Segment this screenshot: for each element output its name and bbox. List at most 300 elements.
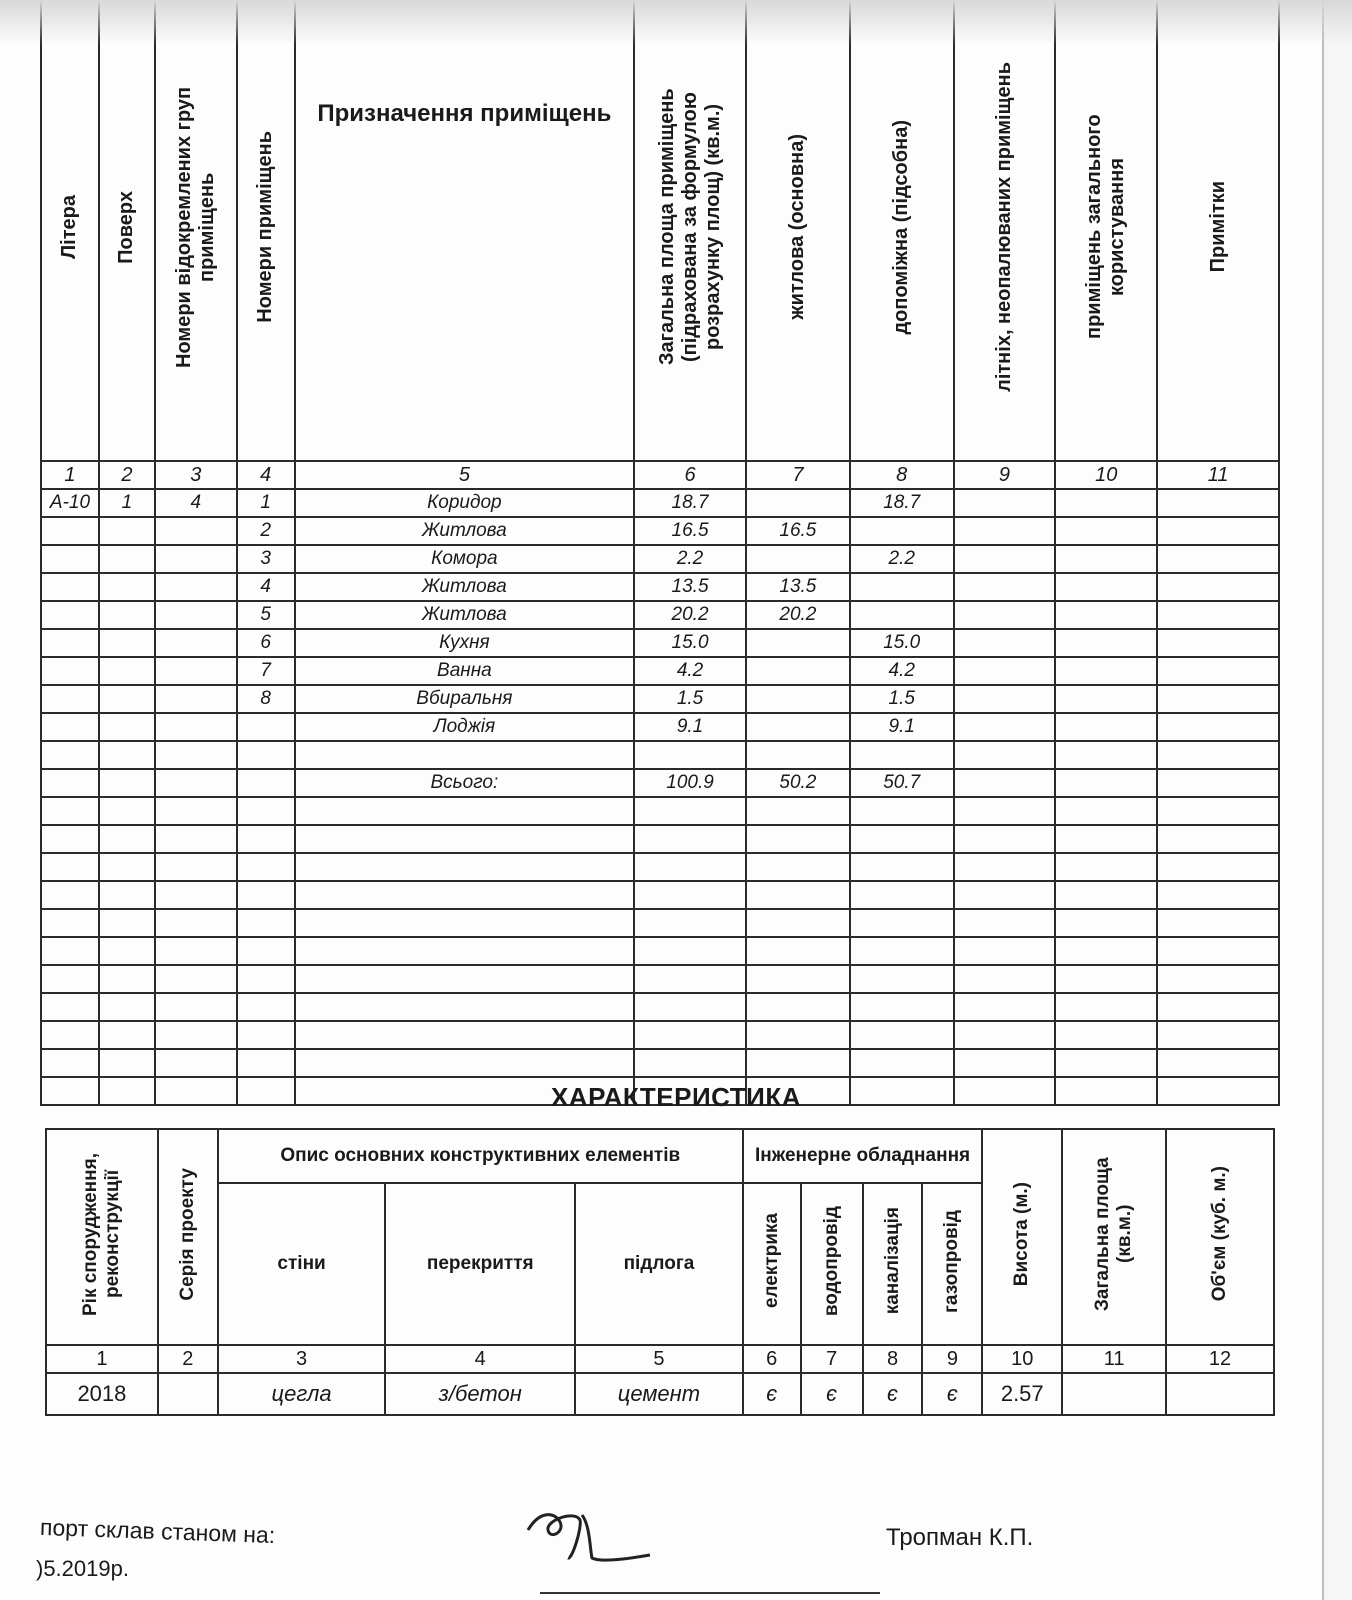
empty-cell [850,937,954,965]
cell-purpose: Коридор [295,489,634,517]
empty-cell [850,853,954,881]
cell-purpose: Лоджія [295,713,634,741]
empty-cell [1055,825,1157,853]
cell-summer [954,713,1056,741]
empty-cell [746,881,850,909]
header-floor: Поверх [99,0,155,461]
cell-auxiliary [850,601,954,629]
empty-row [41,937,1279,965]
column-number: 6 [634,461,746,489]
empty-cell [954,853,1056,881]
cell-group [155,517,237,545]
empty-cell [41,909,99,937]
cell-summer [954,657,1056,685]
cell-total: 20.2 [634,601,746,629]
empty-cell [1157,881,1279,909]
empty-cell [634,965,746,993]
header-ceilings: перекриття [385,1183,575,1345]
signer-name: Тропман К.П. [886,1524,1034,1551]
value-volume [1166,1373,1274,1415]
cell-group [155,713,237,741]
empty-cell [295,937,634,965]
empty-cell [295,1049,634,1077]
char-column-number: 10 [982,1345,1062,1373]
characteristics-title: ХАРАКТЕРИСТИКА [550,1082,802,1112]
cell-litera [41,573,99,601]
header-auxiliary: допоміжна (підсобна) [850,0,954,461]
empty-cell [954,825,1056,853]
cell-purpose: Житлова [295,573,634,601]
empty-cell [850,881,954,909]
cell-auxiliary: 18.7 [850,489,954,517]
header-electricity: електрика [743,1183,801,1345]
cell-living [746,545,850,573]
cell-summer [954,573,1056,601]
empty-cell [99,853,155,881]
empty-cell [1055,797,1157,825]
cell-total [634,741,746,769]
cell-common [1055,657,1157,685]
header-walls: стіни [218,1183,386,1345]
empty-cell [850,993,954,1021]
cell-room: 6 [237,629,295,657]
empty-cell [237,993,295,1021]
column-number: 9 [954,461,1056,489]
cell-total: 2.2 [634,545,746,573]
cell-group [155,741,237,769]
cell-common [1055,601,1157,629]
empty-cell [1055,881,1157,909]
cell-common [1055,685,1157,713]
value-year: 2018 [46,1373,158,1415]
empty-cell [954,937,1056,965]
cell-room: 5 [237,601,295,629]
empty-cell [850,1021,954,1049]
cell-summer [954,517,1056,545]
char-column-number: 6 [743,1345,801,1373]
empty-cell [954,1049,1056,1077]
cell-litera: А-10 [41,489,99,517]
cell-common [1055,489,1157,517]
cell-floor [99,769,155,797]
table-row [41,517,1279,545]
char-column-number: 11 [1062,1345,1166,1373]
empty-cell [634,1049,746,1077]
char-column-number: 5 [575,1345,743,1373]
empty-cell [1055,1049,1157,1077]
char-column-number: 3 [218,1345,386,1373]
value-ceilings: з/бетон [385,1373,575,1415]
cell-auxiliary [850,517,954,545]
empty-cell [99,797,155,825]
empty-cell [634,881,746,909]
table-row [41,573,1279,601]
empty-cell [155,881,237,909]
empty-cell [41,881,99,909]
empty-cell [41,1021,99,1049]
cell-living: 50.2 [746,769,850,797]
empty-cell [850,797,954,825]
empty-cell [295,825,634,853]
table-row [41,489,1279,517]
empty-cell [850,909,954,937]
cell-floor: 1 [99,489,155,517]
cell-common [1055,769,1157,797]
empty-cell [1157,797,1279,825]
header-litera: Літера [41,0,99,461]
cell-litera [41,741,99,769]
cell-floor [99,713,155,741]
value-sewage: є [863,1373,923,1415]
header-floor: підлога [575,1183,743,1345]
page-edge [1322,0,1352,1600]
column-numbers-row [41,461,1279,489]
empty-cell [155,965,237,993]
empty-cell [99,1049,155,1077]
empty-cell [155,853,237,881]
empty-cell [295,965,634,993]
cell-common [1055,545,1157,573]
empty-cell [237,1021,295,1049]
cell-total: 100.9 [634,769,746,797]
compiled-label: порт склав станом на: [39,1513,276,1549]
table-row [41,657,1279,685]
header-gas: газопровід [922,1183,982,1345]
cell-summer [954,601,1056,629]
table-row [41,685,1279,713]
empty-cell [237,853,295,881]
cell-auxiliary [850,741,954,769]
cell-total: 9.1 [634,713,746,741]
table-row [41,601,1279,629]
header-year: Рік спорудження, реконструкції [46,1129,158,1345]
table-row [41,713,1279,741]
empty-cell [237,965,295,993]
value-water: є [801,1373,863,1415]
empty-cell [1157,825,1279,853]
empty-cell [1055,937,1157,965]
cell-notes [1157,629,1279,657]
cell-litera [41,545,99,573]
cell-group [155,573,237,601]
empty-cell [746,909,850,937]
cell-room: 1 [237,489,295,517]
empty-cell [746,937,850,965]
char-values-row [46,1373,1274,1415]
cell-room [237,741,295,769]
value-gas: є [922,1373,982,1415]
empty-cell [634,937,746,965]
value-series [158,1373,218,1415]
cell-total: 13.5 [634,573,746,601]
empty-cell [99,965,155,993]
header-purpose: Призначення приміщень [295,0,634,461]
empty-cell [237,797,295,825]
cell-purpose: Вбиральня [295,685,634,713]
empty-row [41,853,1279,881]
char-column-number: 8 [863,1345,923,1373]
empty-cell [850,1049,954,1077]
column-number: 11 [1157,461,1279,489]
char-column-number: 7 [801,1345,863,1373]
empty-cell [746,1049,850,1077]
empty-cell [954,993,1056,1021]
char-column-number: 9 [922,1345,982,1373]
cell-notes [1157,657,1279,685]
explication-table [40,0,1280,1106]
empty-cell [850,825,954,853]
empty-cell [155,993,237,1021]
empty-cell [99,1021,155,1049]
header-row [41,0,1279,461]
cell-purpose [295,741,634,769]
char-column-numbers [46,1345,1274,1373]
cell-floor [99,517,155,545]
empty-cell [155,797,237,825]
column-number: 1 [41,461,99,489]
header-common: приміщень загального користування [1055,0,1157,461]
empty-cell [41,937,99,965]
char-header-row-1 [46,1129,1274,1183]
cell-room: 2 [237,517,295,545]
empty-cell [746,1021,850,1049]
cell-purpose: Житлова [295,601,634,629]
cell-living [746,629,850,657]
cell-group [155,657,237,685]
empty-cell [99,937,155,965]
column-number: 7 [746,461,850,489]
cell-summer [954,769,1056,797]
empty-cell [634,825,746,853]
empty-cell [1157,853,1279,881]
empty-cell [954,965,1056,993]
cell-summer [954,685,1056,713]
empty-cell [1157,965,1279,993]
empty-row [41,1021,1279,1049]
cell-notes [1157,741,1279,769]
value-walls: цегла [218,1373,386,1415]
header-notes: Примітки [1157,0,1279,461]
cell-litera [41,769,99,797]
empty-cell [99,881,155,909]
value-total-area [1062,1373,1166,1415]
cell-common [1055,629,1157,657]
cell-auxiliary: 2.2 [850,545,954,573]
empty-cell [237,937,295,965]
empty-cell [41,853,99,881]
empty-row [41,1049,1279,1077]
cell-notes [1157,573,1279,601]
cell-notes [1157,769,1279,797]
empty-row [41,909,1279,937]
empty-cell [634,993,746,1021]
cell-summer [954,741,1056,769]
empty-cell [746,993,850,1021]
header-construction-group: Опис основних конструктивних елементів [218,1129,743,1183]
empty-cell [41,993,99,1021]
cell-purpose: Ванна [295,657,634,685]
empty-cell [746,965,850,993]
empty-cell [41,1049,99,1077]
empty-cell [1055,1021,1157,1049]
cell-group [155,769,237,797]
characteristics-table [45,1128,1275,1416]
empty-cell [295,909,634,937]
header-engineering-group: Інженерне обладнання [743,1129,983,1183]
empty-cell [237,909,295,937]
header-total-area: Загальна площа приміщень (підрахована за формулою розрахунку площ) (кв.м.) [634,0,746,461]
table-row [41,741,1279,769]
cell-auxiliary: 9.1 [850,713,954,741]
empty-cell [237,1049,295,1077]
signature-icon [520,1500,670,1570]
cell-common [1055,573,1157,601]
cell-total: 15.0 [634,629,746,657]
cell-auxiliary: 15.0 [850,629,954,657]
cell-notes [1157,517,1279,545]
char-column-number: 12 [1166,1345,1274,1373]
cell-living: 20.2 [746,601,850,629]
empty-row [41,881,1279,909]
empty-cell [295,1021,634,1049]
empty-cell [1055,965,1157,993]
header-total-area: Загальна площа (кв.м.) [1062,1129,1166,1345]
empty-cell [99,993,155,1021]
cell-group [155,629,237,657]
cell-room [237,713,295,741]
header-height: Висота (м.) [982,1129,1062,1345]
cell-summer [954,545,1056,573]
cell-total: 4.2 [634,657,746,685]
empty-cell [634,853,746,881]
cell-summer [954,629,1056,657]
header-series: Серія проекту [158,1129,218,1345]
empty-cell [1055,909,1157,937]
cell-group [155,685,237,713]
cell-purpose: Кухня [295,629,634,657]
cell-auxiliary: 50.7 [850,769,954,797]
empty-cell [1157,1049,1279,1077]
empty-cell [41,825,99,853]
empty-cell [295,881,634,909]
cell-room: 7 [237,657,295,685]
char-column-number: 4 [385,1345,575,1373]
cell-group [155,601,237,629]
cell-notes [1157,545,1279,573]
cell-auxiliary [850,573,954,601]
empty-cell [634,1021,746,1049]
column-number: 8 [850,461,954,489]
cell-floor [99,601,155,629]
empty-cell [954,909,1056,937]
empty-cell [1157,993,1279,1021]
cell-floor [99,741,155,769]
empty-cell [746,797,850,825]
compiled-date: )5.2019р. [36,1556,129,1581]
cell-auxiliary: 4.2 [850,657,954,685]
header-sewage: каналізація [863,1183,923,1345]
empty-cell [746,853,850,881]
total-row [41,769,1279,797]
cell-purpose: Житлова [295,517,634,545]
cell-living [746,489,850,517]
table-row [41,545,1279,573]
signature-line [540,1592,880,1594]
cell-living: 16.5 [746,517,850,545]
cell-floor [99,685,155,713]
cell-floor [99,545,155,573]
cell-purpose: Всього: [295,769,634,797]
empty-row [41,825,1279,853]
cell-notes [1157,685,1279,713]
empty-cell [634,909,746,937]
cell-total: 18.7 [634,489,746,517]
cell-notes [1157,489,1279,517]
cell-room [237,769,295,797]
cell-litera [41,657,99,685]
cell-living [746,713,850,741]
cell-total: 16.5 [634,517,746,545]
cell-litera [41,517,99,545]
empty-cell [1157,937,1279,965]
empty-cell [954,1021,1056,1049]
empty-cell [954,881,1056,909]
empty-cell [295,797,634,825]
empty-cell [954,797,1056,825]
empty-cell [746,825,850,853]
empty-cell [295,993,634,1021]
empty-cell [155,909,237,937]
empty-cell [1055,993,1157,1021]
empty-row [41,965,1279,993]
empty-cell [1157,909,1279,937]
cell-common [1055,741,1157,769]
cell-living [746,741,850,769]
cell-room: 4 [237,573,295,601]
column-number: 3 [155,461,237,489]
cell-auxiliary: 1.5 [850,685,954,713]
cell-common [1055,713,1157,741]
cell-purpose: Комора [295,545,634,573]
empty-cell [155,825,237,853]
empty-row [41,993,1279,1021]
empty-cell [41,965,99,993]
value-electricity: є [743,1373,801,1415]
empty-row [41,797,1279,825]
char-column-number: 2 [158,1345,218,1373]
header-room: Номери приміщень [237,0,295,461]
empty-cell [155,1021,237,1049]
cell-litera [41,685,99,713]
cell-room: 8 [237,685,295,713]
empty-cell [237,825,295,853]
cell-notes [1157,713,1279,741]
empty-cell [99,909,155,937]
header-water: водопровід [801,1183,863,1345]
empty-cell [634,797,746,825]
cell-litera [41,629,99,657]
header-volume: Об'єм (куб. м.) [1166,1129,1274,1345]
cell-floor [99,629,155,657]
empty-cell [1055,853,1157,881]
cell-room: 3 [237,545,295,573]
empty-cell [41,797,99,825]
column-number: 5 [295,461,634,489]
empty-cell [155,937,237,965]
char-column-number: 1 [46,1345,158,1373]
empty-cell [850,965,954,993]
cell-litera [41,601,99,629]
